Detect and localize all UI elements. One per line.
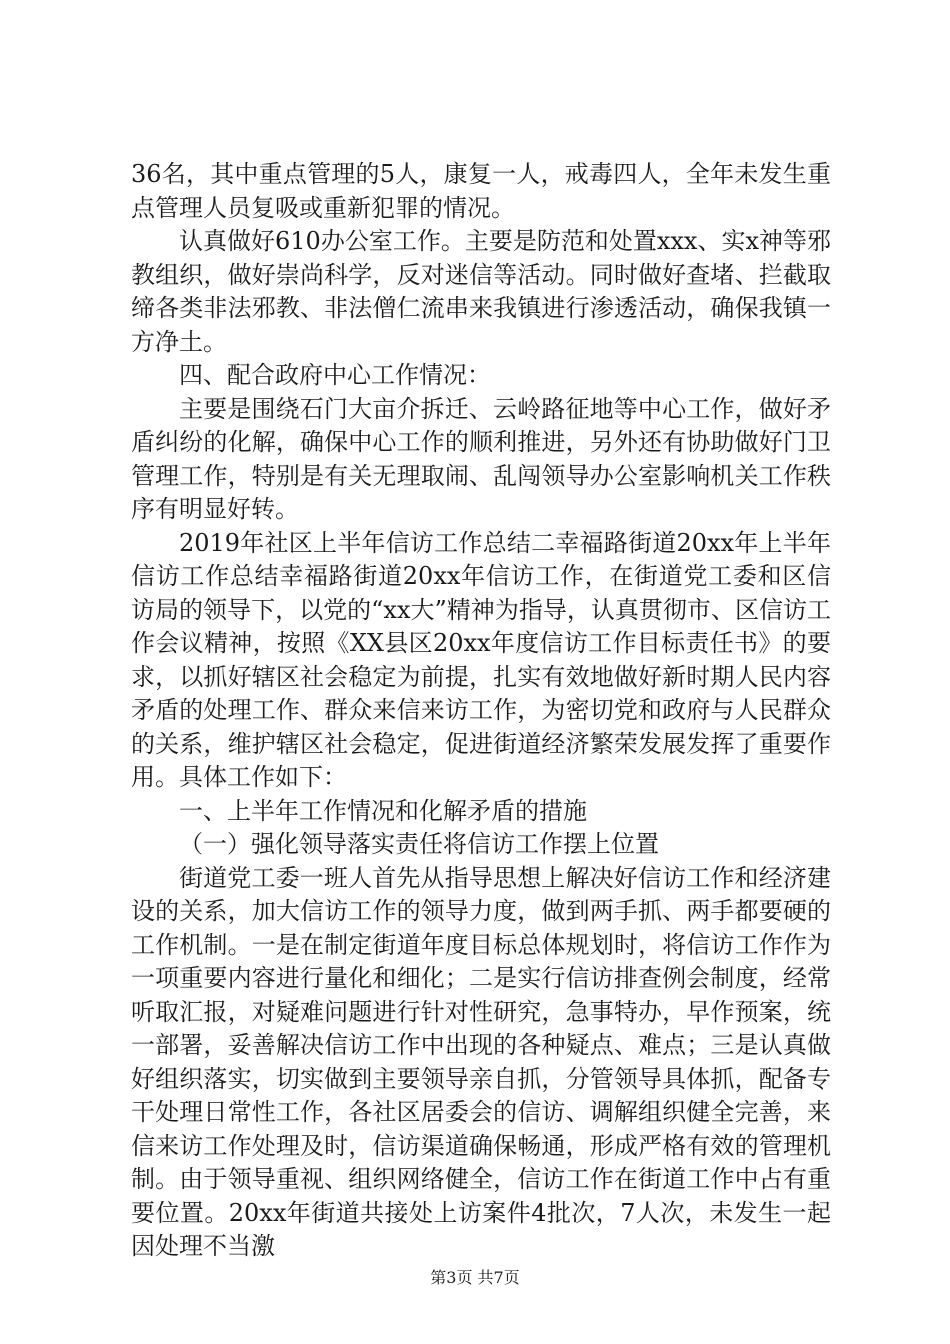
subsection-heading-1: （一）强化领导落实责任将信访工作摆上位置 [179, 830, 659, 858]
paragraph-610-office: 认真做好610办公室工作。主要是防范和处置xxx、实x神等邪教组织，做好崇尚科学，反对迷信等活动。同时做好查堵、拦截取缔各类非法邪教、非法僧仁流串来我镇进行渗透活动，确保我镇一方净土。 [131, 227, 831, 356]
document-body [131, 158, 831, 1264]
section-heading-4: 四、配合政府中心工作情况： [179, 361, 491, 389]
page-footer: 第3页 共7页 [430, 1268, 520, 1287]
paragraph-continuation: 36名，其中重点管理的5人，康复一人，戒毒四人，全年未发生重点管理人员复吸或重新犯罪的情况。 [131, 160, 831, 222]
paragraph-summary-intro: 2019年社区上半年信访工作总结二幸福路街道20xx年上半年信访工作总结幸福路街道20xx年信访工作，在街道党工委和区信访局的领导下，以党的“xx大”精神为指导，认真贯彻市、区信访工作会议精神，按照《XX县区20xx年度信访工作目标责任书》的要求，以抓好辖区社会稳定为前提，扎实有效地做好新时期人民内容矛盾的处理工作、群众来信来访工作，为密切党和政府与人民群众的关系，维护辖区社会稳定，促进街道经济繁荣发展发挥了重要作用。具体工作如下： [131, 528, 831, 791]
paragraph-central-work: 主要是围绕石门大亩介拆迁、云岭路征地等中心工作，做好矛盾纠纷的化解，确保中心工作的顺利推进，另外还有协助做好门卫管理工作，特别是有关无理取闹、乱闯领导办公室影响机关工作秩序有明显好转。 [131, 394, 831, 523]
paragraph-leadership: 街道党工委一班人首先从指导思想上解决好信访工作和经济建设的关系，加大信访工作的领导力度，做到两手抓、两手都要硬的工作机制。一是在制定街道年度目标总体规划时，将信访工作作为一项重要内容进行量化和细化；二是实行信访排查例会制度，经常听取汇报，对疑难问题进行针对性研究，急事特办，早作预案，统一部署，妥善解决信访工作中出现的各种疑点、难点；三是认真做好组织落实，切实做到主要领导亲自抓，分管领导具体抓，配备专干处理日常性工作，各社区居委会的信访、调解组织健全完善，来信来访工作处理及时，信访渠道确保畅通，形成严格有效的管理机制。由于领导重视、组织网络健全，信访工作在街道工作中占有重要位置。20xx年街道共接处上访案件4批次，7人次，未发生一起因处理不当激 [131, 863, 831, 1260]
section-heading-1: 一、上半年工作情况和化解矛盾的措施 [179, 796, 587, 825]
